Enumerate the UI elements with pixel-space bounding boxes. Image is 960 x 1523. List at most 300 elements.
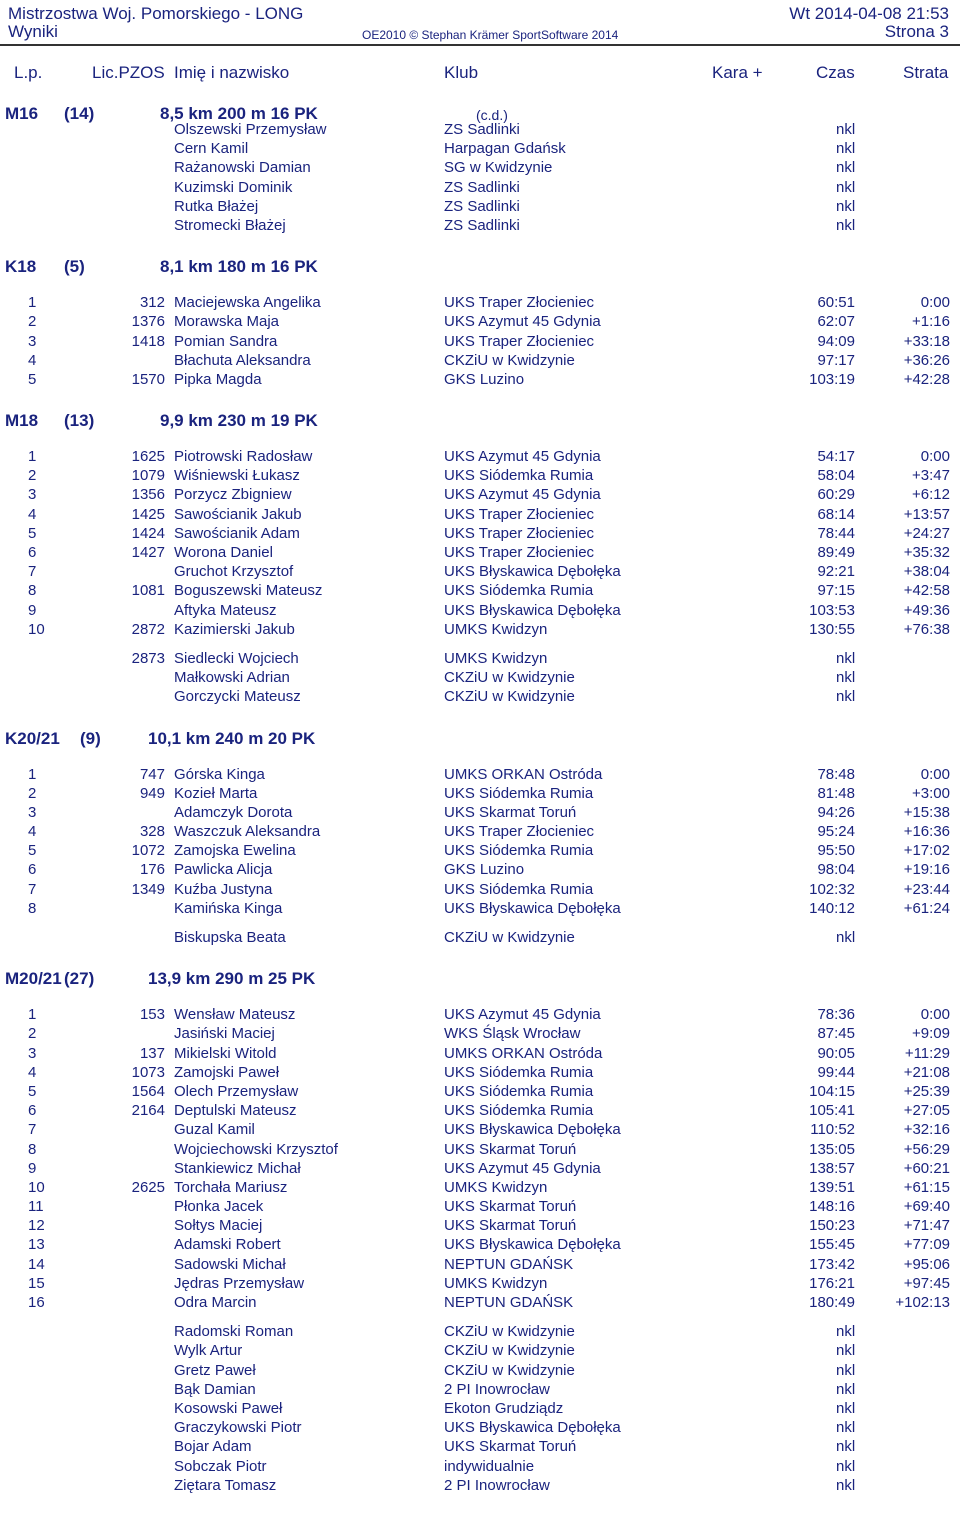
- license-number: 137: [139, 1044, 165, 1062]
- result-position: 15: [28, 1274, 45, 1292]
- time-behind: +60:21: [903, 1159, 950, 1177]
- club-name: UMKS ORKAN Ostróda: [444, 765, 603, 783]
- status-badge: nkl: [836, 1380, 856, 1398]
- category-name: K20/21: [5, 728, 60, 748]
- license-number: 1349: [131, 880, 165, 898]
- result-time: 180:49: [809, 1294, 855, 1311]
- category-header: [0, 235, 960, 283]
- status-badge: nkl: [836, 1323, 856, 1341]
- competitor-name: Kazimierski Jakub: [174, 620, 295, 638]
- result-row: [0, 1024, 960, 1043]
- result-row: [0, 370, 960, 389]
- result-time: 62:07: [817, 313, 855, 331]
- status-badge: nkl: [836, 669, 856, 687]
- result-time: 176:21: [809, 1274, 855, 1292]
- club-name: ZS Sadlinki: [444, 121, 520, 138]
- col-club-header: Klub: [444, 63, 479, 82]
- time-behind: 0:00: [920, 448, 950, 466]
- unclassified-row: [0, 1322, 960, 1341]
- result-time: 148:16: [809, 1198, 855, 1216]
- result-row: [0, 543, 960, 562]
- status-badge: nkl: [836, 1399, 856, 1417]
- result-row: [0, 1197, 960, 1216]
- unclassified-row: [0, 1341, 960, 1360]
- category-count: (13): [64, 411, 95, 431]
- category-count: (9): [80, 728, 101, 748]
- license-number: 1427: [131, 544, 165, 561]
- time-behind: +76:38: [903, 620, 950, 638]
- result-position: 6: [28, 544, 37, 561]
- time-behind: +23:44: [903, 880, 950, 898]
- software-credit: OE2010 © Stephan Krämer SportSoftware 2014: [362, 28, 619, 42]
- result-time: 155:45: [809, 1236, 855, 1254]
- spacer: [0, 639, 960, 649]
- category-header: [0, 82, 960, 123]
- course-info: 9,9 km 230 m 19 PK: [160, 411, 318, 431]
- time-behind: +24:27: [903, 524, 950, 542]
- time-behind: +11:29: [904, 1044, 950, 1062]
- competitor-name: Jędras Przemysław: [174, 1274, 305, 1292]
- license-number: 1425: [131, 505, 165, 523]
- result-row: [0, 332, 960, 351]
- competitor-name: Waszczuk Aleksandra: [174, 823, 321, 841]
- course-info: 8,1 km 180 m 16 PK: [160, 257, 318, 277]
- result-row: [0, 1159, 960, 1178]
- unclassified-row: [0, 649, 960, 668]
- spacer: [0, 918, 960, 928]
- status-badge: nkl: [836, 178, 856, 196]
- result-row: [0, 765, 960, 784]
- club-name: ZS Sadlinki: [444, 216, 520, 234]
- time-behind: +102:13: [895, 1294, 950, 1311]
- time-behind: +71:47: [903, 1217, 950, 1235]
- competitor-name: Aftyka Mateusz: [174, 601, 277, 619]
- result-time: 97:15: [817, 582, 855, 600]
- competitor-name: Torchała Mariusz: [174, 1178, 288, 1196]
- license-number: 1564: [131, 1082, 165, 1100]
- page-header: [0, 0, 960, 82]
- competitor-name: Porzycz Zbigniew: [174, 486, 292, 504]
- status-badge: nkl: [836, 121, 856, 138]
- competitor-name: Małkowski Adrian: [174, 669, 290, 687]
- unclassified-row: [0, 687, 960, 706]
- result-time: 150:23: [809, 1217, 855, 1235]
- time-behind: +25:39: [903, 1082, 950, 1100]
- status-badge: nkl: [836, 1342, 856, 1360]
- competitor-name: Olszewski Przemysław: [174, 121, 327, 138]
- license-number: 1081: [131, 582, 165, 600]
- result-time: 140:12: [809, 899, 855, 917]
- time-behind: +1:16: [912, 313, 950, 331]
- license-number: 312: [139, 294, 165, 312]
- col-penalty-header: Kara +: [712, 63, 763, 82]
- unclassified-row: [0, 668, 960, 687]
- time-behind: +3:00: [912, 784, 950, 802]
- unclassified-row: [0, 216, 960, 235]
- result-row: [0, 1063, 960, 1082]
- result-position: 9: [28, 1159, 37, 1177]
- result-time: 104:15: [809, 1082, 855, 1100]
- result-position: 1: [28, 765, 37, 783]
- club-name: UKS Skarmat Toruń: [444, 1438, 577, 1456]
- unclassified-row: [0, 1457, 960, 1476]
- result-time: 54:17: [817, 448, 855, 466]
- time-behind: +69:40: [903, 1198, 950, 1216]
- license-number: 2872: [131, 620, 165, 638]
- result-time: 60:29: [817, 486, 855, 504]
- competitor-name: Gruchot Krzysztof: [174, 563, 294, 581]
- competitor-name: Guzal Kamil: [174, 1121, 255, 1139]
- license-number: 2625: [131, 1178, 165, 1196]
- competitor-name: Piotrowski Radosław: [174, 448, 313, 466]
- result-position: 5: [28, 524, 37, 542]
- competitor-name: Pipka Magda: [174, 370, 262, 388]
- club-name: UKS Siódemka Rumia: [444, 1063, 594, 1081]
- time-behind: +49:36: [903, 601, 950, 619]
- result-position: 3: [28, 1044, 37, 1062]
- result-time: 102:32: [809, 880, 855, 898]
- status-badge: nkl: [836, 216, 856, 234]
- competitor-name: Morawska Maja: [174, 313, 280, 331]
- result-row: [0, 1120, 960, 1139]
- competitor-name: Kosowski Paweł: [174, 1399, 283, 1417]
- license-number: 949: [139, 784, 165, 802]
- unclassified-row: [0, 1418, 960, 1437]
- result-time: 78:44: [817, 524, 855, 542]
- time-behind: +36:26: [903, 351, 950, 369]
- license-number: 1376: [131, 313, 165, 331]
- result-position: 10: [28, 1178, 45, 1196]
- unclassified-row: [0, 1437, 960, 1456]
- result-position: 13: [28, 1236, 45, 1254]
- competitor-name: Stankiewicz Michał: [174, 1159, 301, 1177]
- result-row: [0, 784, 960, 803]
- time-behind: +56:29: [903, 1140, 950, 1158]
- club-name: UKS Traper Złocieniec: [444, 294, 595, 312]
- time-behind: +35:32: [903, 544, 950, 561]
- result-position: 4: [28, 351, 37, 369]
- license-number: 747: [139, 765, 165, 783]
- result-position: 6: [28, 1102, 37, 1120]
- time-behind: +33:18: [903, 332, 950, 350]
- club-name: UKS Siódemka Rumia: [444, 784, 594, 802]
- category-name: M18: [5, 411, 39, 431]
- license-number: 1072: [131, 842, 165, 860]
- time-behind: +6:12: [912, 486, 950, 504]
- result-position: 2: [28, 784, 37, 802]
- unclassified-row: [0, 197, 960, 216]
- competitor-name: Pawlicka Alicja: [174, 861, 273, 879]
- time-behind: +42:58: [903, 582, 950, 600]
- results-subtitle: Wyniki: [8, 22, 58, 41]
- status-badge: nkl: [836, 929, 856, 946]
- club-name: NEPTUN GDAŃSK: [444, 1255, 574, 1273]
- club-name: CKZiU w Kwidzynie: [444, 688, 575, 706]
- time-behind: +17:02: [903, 842, 950, 860]
- print-datetime: Wt 2014-04-08 21:53: [789, 4, 949, 23]
- time-behind: +9:09: [912, 1025, 950, 1043]
- category-count: (5): [64, 257, 85, 277]
- result-position: 2: [28, 1025, 37, 1043]
- result-row: [0, 312, 960, 331]
- license-number: 1356: [131, 486, 165, 504]
- result-row: [0, 293, 960, 312]
- club-name: UKS Siódemka Rumia: [444, 1102, 594, 1120]
- result-row: [0, 485, 960, 504]
- time-behind: +32:16: [903, 1121, 950, 1139]
- competitor-name: Rażanowski Damian: [174, 159, 311, 177]
- result-time: 95:24: [817, 823, 855, 841]
- competitor-name: Cern Kamil: [174, 140, 249, 158]
- competitor-name: Pomian Sandra: [174, 332, 278, 350]
- result-position: 1: [28, 294, 37, 312]
- result-time: 97:17: [817, 351, 855, 369]
- course-info: 8,5 km 200 m 16 PK: [160, 104, 318, 123]
- result-position: 3: [28, 803, 37, 821]
- result-row: [0, 581, 960, 600]
- competitor-name: Kuzimski Dominik: [174, 178, 293, 196]
- result-time: 138:57: [809, 1159, 855, 1177]
- result-time: 68:14: [817, 505, 855, 523]
- time-behind: +95:06: [903, 1255, 950, 1273]
- result-row: [0, 1140, 960, 1159]
- club-name: UKS Traper Złocieniec: [444, 544, 595, 561]
- result-position: 8: [28, 1140, 37, 1158]
- time-behind: +97:45: [903, 1274, 950, 1292]
- club-name: UKS Traper Złocieniec: [444, 505, 595, 523]
- club-name: GKS Luzino: [444, 370, 525, 388]
- result-row: [0, 351, 960, 370]
- result-row: [0, 1235, 960, 1254]
- col-diff-header: Strata: [903, 63, 949, 82]
- time-behind: +15:38: [903, 803, 950, 821]
- result-row: [0, 841, 960, 860]
- result-row: [0, 620, 960, 639]
- time-behind: +38:04: [903, 563, 950, 581]
- license-number: 1418: [131, 332, 165, 350]
- time-behind: +42:28: [903, 370, 950, 388]
- category-count: (14): [64, 104, 95, 123]
- competitor-name: Deptulski Mateusz: [174, 1102, 297, 1120]
- category-name: M20/21: [5, 969, 62, 989]
- competitor-name: Boguszewski Mateusz: [174, 582, 323, 600]
- category-header: [0, 947, 960, 995]
- competitor-name: Sołtys Maciej: [174, 1217, 263, 1235]
- club-name: NEPTUN GDAŃSK: [444, 1294, 574, 1311]
- result-position: 7: [28, 1121, 37, 1139]
- result-position: 10: [28, 620, 45, 638]
- club-name: UKS Błyskawica Dębołęka: [444, 1236, 621, 1254]
- club-name: UKS Skarmat Toruń: [444, 1198, 577, 1216]
- competitor-name: Sobczak Piotr: [174, 1457, 267, 1475]
- unclassified-row: [0, 1361, 960, 1380]
- status-badge: nkl: [836, 1476, 856, 1494]
- status-badge: nkl: [836, 159, 856, 177]
- result-row: [0, 466, 960, 485]
- result-row: [0, 447, 960, 466]
- competitor-name: Płonka Jacek: [174, 1198, 264, 1216]
- unclassified-row: [0, 1476, 960, 1495]
- status-badge: nkl: [836, 649, 856, 667]
- competitor-name: Wylk Artur: [174, 1342, 243, 1360]
- club-name: CKZiU w Kwidzynie: [444, 351, 575, 369]
- club-name: GKS Luzino: [444, 861, 525, 879]
- competitor-name: Wensław Mateusz: [174, 1006, 296, 1024]
- competitor-name: Bąk Damian: [174, 1380, 256, 1398]
- result-time: 78:48: [817, 765, 855, 783]
- license-number: 328: [139, 823, 165, 841]
- result-time: 94:26: [817, 803, 855, 821]
- result-position: 5: [28, 1082, 37, 1100]
- competitor-name: Adamski Robert: [174, 1236, 281, 1254]
- results-list: [0, 82, 960, 1495]
- competitor-name: Gretz Paweł: [174, 1361, 256, 1379]
- unclassified-row: [0, 120, 960, 139]
- status-badge: nkl: [836, 140, 856, 158]
- status-badge: nkl: [836, 1438, 856, 1456]
- header-divider: [0, 44, 960, 46]
- competitor-name: Maciejewska Angelika: [174, 294, 321, 312]
- club-name: 2 PI Inowrocław: [444, 1476, 550, 1494]
- result-time: 89:49: [817, 544, 855, 561]
- unclassified-row: [0, 139, 960, 158]
- competitor-name: Siedlecki Wojciech: [174, 649, 299, 667]
- club-name: UKS Błyskawica Dębołęka: [444, 601, 621, 619]
- club-name: Ekoton Grudziądz: [444, 1399, 564, 1417]
- competitor-name: Kuźba Justyna: [174, 880, 273, 898]
- continued-note: (c.d.): [476, 107, 508, 123]
- club-name: CKZiU w Kwidzynie: [444, 929, 575, 946]
- result-time: 130:55: [809, 620, 855, 638]
- spacer: [0, 995, 960, 1005]
- club-name: CKZiU w Kwidzynie: [444, 1323, 575, 1341]
- competitor-name: Graczykowski Piotr: [174, 1419, 302, 1437]
- result-row: [0, 822, 960, 841]
- result-row: [0, 601, 960, 620]
- competitor-name: Kozieł Marta: [174, 784, 258, 802]
- club-name: UKS Siódemka Rumia: [444, 880, 594, 898]
- time-behind: +61:15: [903, 1178, 950, 1196]
- result-position: 1: [28, 1006, 37, 1024]
- result-row: [0, 1293, 960, 1312]
- category-name: K18: [5, 257, 37, 277]
- license-number: 153: [139, 1006, 165, 1024]
- club-name: ZS Sadlinki: [444, 197, 520, 215]
- license-number: 176: [139, 861, 165, 879]
- result-position: 4: [28, 1063, 37, 1081]
- competitor-name: Gorczycki Mateusz: [174, 688, 301, 706]
- competitor-name: Sawościanik Adam: [174, 524, 300, 542]
- club-name: CKZiU w Kwidzynie: [444, 1342, 575, 1360]
- club-name: UKS Błyskawica Dębołęka: [444, 1121, 621, 1139]
- club-name: UKS Błyskawica Dębołęka: [444, 563, 621, 581]
- result-time: 90:05: [817, 1044, 855, 1062]
- col-lic-header: Lic.PZOS: [92, 63, 165, 82]
- result-position: 5: [28, 370, 37, 388]
- result-position: 4: [28, 823, 37, 841]
- result-position: 4: [28, 505, 37, 523]
- competitor-name: Bojar Adam: [174, 1438, 252, 1456]
- club-name: CKZiU w Kwidzynie: [444, 669, 575, 687]
- result-time: 78:36: [817, 1006, 855, 1024]
- result-time: 105:41: [809, 1102, 855, 1120]
- competitor-name: Błachuta Aleksandra: [174, 351, 311, 369]
- result-row: [0, 899, 960, 918]
- category-count: (27): [64, 969, 95, 989]
- result-position: 14: [28, 1255, 45, 1273]
- result-position: 16: [28, 1294, 45, 1311]
- result-time: 94:09: [817, 332, 855, 350]
- result-position: 6: [28, 861, 37, 879]
- time-behind: 0:00: [920, 294, 950, 312]
- result-row: [0, 1216, 960, 1235]
- club-name: UKS Azymut 45 Gdynia: [444, 1006, 601, 1024]
- result-position: 2: [28, 313, 37, 331]
- competitor-name: Stromecki Błażej: [174, 216, 286, 234]
- result-time: 92:21: [817, 563, 855, 581]
- license-number: 1424: [131, 524, 165, 542]
- result-row: [0, 1044, 960, 1063]
- result-row: [0, 1274, 960, 1293]
- result-time: 95:50: [817, 842, 855, 860]
- time-behind: +61:24: [903, 899, 950, 917]
- time-behind: 0:00: [920, 1006, 950, 1024]
- competitor-name: Radomski Roman: [174, 1323, 294, 1341]
- club-name: UKS Siódemka Rumia: [444, 842, 594, 860]
- category-name: M16: [5, 104, 39, 123]
- result-position: 3: [28, 332, 37, 350]
- competitor-name: Kamińska Kinga: [174, 899, 283, 917]
- event-title: Mistrzostwa Woj. Pomorskiego - LONG: [8, 4, 304, 23]
- time-behind: +21:08: [903, 1063, 950, 1081]
- competitor-name: Zamojska Ewelina: [174, 842, 296, 860]
- status-badge: nkl: [836, 1419, 856, 1437]
- category-header: [0, 707, 960, 755]
- unclassified-row: [0, 1399, 960, 1418]
- license-number: 1073: [131, 1063, 165, 1081]
- club-name: UKS Traper Złocieniec: [444, 524, 595, 542]
- unclassified-row: [0, 928, 960, 947]
- result-time: 81:48: [817, 784, 855, 802]
- result-position: 7: [28, 880, 37, 898]
- result-position: 11: [28, 1198, 44, 1216]
- club-name: UKS Błyskawica Dębołęka: [444, 899, 621, 917]
- competitor-name: Rutka Błażej: [174, 197, 259, 215]
- license-number: 1570: [131, 370, 165, 388]
- license-number: 1079: [131, 467, 165, 485]
- result-time: 98:04: [817, 861, 855, 879]
- competitor-name: Jasiński Maciej: [174, 1025, 275, 1043]
- competitor-name: Wojciechowski Krzysztof: [174, 1140, 338, 1158]
- result-row: [0, 860, 960, 879]
- status-badge: nkl: [836, 197, 856, 215]
- result-row: [0, 880, 960, 899]
- club-name: UKS Azymut 45 Gdynia: [444, 486, 601, 504]
- club-name: UMKS Kwidzyn: [444, 1178, 548, 1196]
- competitor-name: Sawościanik Jakub: [174, 505, 302, 523]
- spacer: [0, 755, 960, 765]
- club-name: UKS Skarmat Toruń: [444, 803, 577, 821]
- club-name: UKS Siódemka Rumia: [444, 467, 594, 485]
- license-number: 2873: [131, 649, 165, 667]
- club-name: UKS Azymut 45 Gdynia: [444, 313, 601, 331]
- club-name: UKS Azymut 45 Gdynia: [444, 448, 601, 466]
- competitor-name: Biskupska Beata: [174, 929, 286, 946]
- club-name: UKS Azymut 45 Gdynia: [444, 1159, 601, 1177]
- club-name: indywidualnie: [444, 1457, 535, 1475]
- unclassified-row: [0, 1380, 960, 1399]
- club-name: Harpagan Gdańsk: [444, 140, 566, 158]
